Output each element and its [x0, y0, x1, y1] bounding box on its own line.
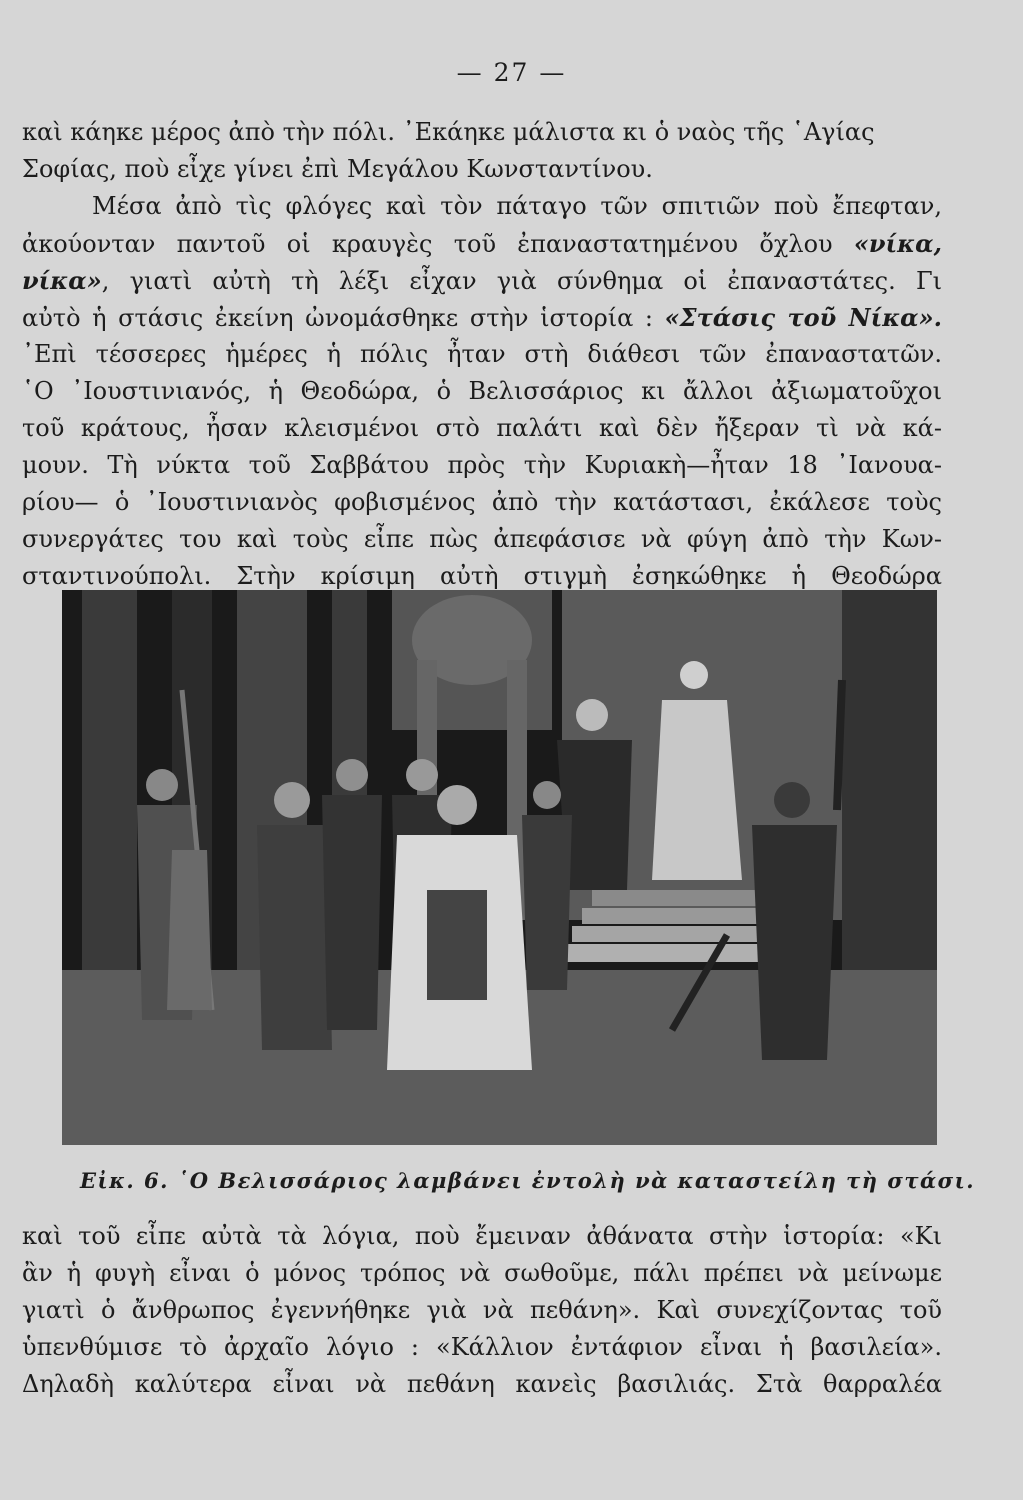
text-line: τοῦ κράτους, ἦσαν κλεισμένοι στὸ παλάτι καὶ δὲν ἤξεραν τὶ νὰ κά-: [22, 414, 942, 442]
text-line: καὶ κάηκε μέρος ἀπὸ τὴν πόλι. ᾿Εκάηκε μάλιστα κι ὁ ναὸς τῆς ῾Αγίας: [22, 118, 875, 146]
text-line: σταντινούπολι. Στὴν κρίσιμη αὐτὴ στιγμὴ ἐσηκώθηκε ἡ Θεοδώρα: [22, 562, 942, 590]
text-run: ἀκούονταν παντοῦ οἱ κραυγὲς τοῦ ἐπαναστατημένου ὄχλου: [22, 230, 833, 258]
page-number: — 27 —: [456, 58, 567, 87]
body-text-bottom: [22, 1218, 942, 1403]
text-line: ρίου— ὁ ᾿Ιουστινιανὸς φοβισμένος ἀπὸ τὴν κατάστασι, ἐκάλεσε τοὺς: [22, 488, 942, 516]
figure-caption: Εἰκ. 6. ῾Ο Βελισσάριος λαμβάνει ἐντολὴ νὰ καταστείλη τὴ στάσι.: [80, 1168, 976, 1193]
text-line: συνεργάτες του καὶ τοὺς εἶπε πὼς ἀπεφάσισε νὰ φύγη ἀπὸ τὴν Κων-: [22, 525, 942, 553]
text-line: [22, 225, 942, 262]
body-text-top: [22, 114, 942, 595]
illustration-belisarius: [62, 590, 937, 1145]
text-line: Μέσα ἀπὸ τὶς φλόγες καὶ τὸν πάταγο τῶν σπιτιῶν ποὺ ἔπεφταν,: [92, 192, 942, 220]
text-line: [22, 299, 942, 336]
emphasis-text: «νίκα,: [853, 229, 942, 258]
text-run: , γιατὶ αὐτὴ τὴ λέξι εἶχαν γιὰ σύνθημα οἱ ἐπαναστάτες. Γι: [101, 267, 942, 295]
text-line: γιατὶ ὁ ἄνθρωπος ἐγεννήθηκε γιὰ νὰ πεθάνη». Καὶ συνεχίζοντας τοῦ: [22, 1296, 942, 1324]
text-line: Σοφίας, ποὺ εἶχε γίνει ἐπὶ Μεγάλου Κωνσταντίνου.: [22, 155, 653, 183]
emphasis-text: «Στάσις τοῦ Νίκα».: [664, 303, 942, 332]
text-run: αὐτὸ ἡ στάσις ἐκείνη ὠνομάσθηκε στὴν ἱστορία :: [22, 304, 654, 332]
text-line: ῾Ο ᾿Ιουστινιανός, ἡ Θεοδώρα, ὁ Βελισσάριος κι ἄλλοι ἀξιωματοῦχοι: [22, 377, 942, 405]
text-line: καὶ τοῦ εἶπε αὐτὰ τὰ λόγια, ποὺ ἔμειναν ἀθάνατα στὴν ἱστορία: «Κι: [22, 1222, 942, 1250]
text-line: μουν. Τὴ νύκτα τοῦ Σαββάτου πρὸς τὴν Κυριακὴ—ἦταν 18 ᾿Ιανουα-: [22, 451, 942, 479]
text-line: ἂν ἡ φυγὴ εἶναι ὁ μόνος τρόπος νὰ σωθοῦμε, πάλι πρέπει νὰ μείνωμε: [22, 1259, 942, 1287]
text-line: ᾿Επὶ τέσσερες ἡμέρες ἡ πόλις ἦταν στὴ διάθεσι τῶν ἐπαναστατῶν.: [22, 340, 942, 368]
emphasis-text: νίκα»: [22, 266, 102, 295]
text-line: [22, 262, 942, 299]
text-line: ὑπενθύμισε τὸ ἀρχαῖο λόγιο : «Κάλλιον ἐντάφιον εἶναι ἡ βασιλεία».: [22, 1333, 942, 1361]
text-line: Δηλαδὴ καλύτερα εἶναι νὰ πεθάνη κανεὶς βασιλιάς. Στὰ θαρραλέα: [22, 1370, 942, 1398]
